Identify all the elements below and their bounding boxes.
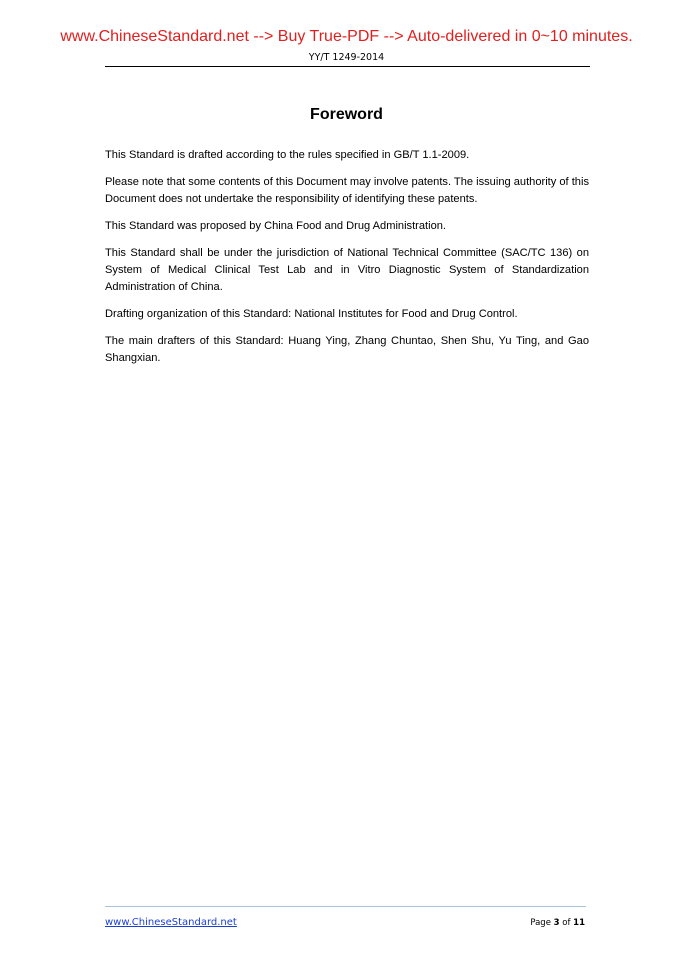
document-code: YY/T 1249-2014 [308, 52, 385, 63]
paragraph-drafting-rules: This Standard is drafted according to the rules specified in GB/T 1.1-2009. [105, 149, 470, 161]
paragraph-drafting-organization: Drafting organization of this Standard: National Institutes for Food and Drug Control. [105, 308, 518, 320]
footer-divider [105, 906, 586, 907]
footer-site-link[interactable]: www.ChineseStandard.net [105, 917, 237, 928]
page-title: Foreword [310, 106, 383, 123]
page-total: 11 [573, 918, 585, 928]
paragraph-patents: Please note that some contents of this Document may involve patents. The issuing authority of this Document does not undertake the responsibility of identifying these patents. [105, 176, 589, 205]
page-indicator [530, 918, 585, 928]
paragraph-proposed-by: This Standard was proposed by China Food and Drug Administration. [105, 220, 447, 232]
page-prefix: Page [530, 918, 551, 928]
page-of: of [562, 918, 571, 928]
purchase-banner[interactable]: www.ChineseStandard.net --> Buy True-PDF --> Auto-delivered in 0~10 minutes. [60, 28, 633, 45]
foreword-body [105, 147, 589, 377]
page-number: 3 [553, 918, 560, 928]
header-divider [105, 66, 590, 67]
paragraph-jurisdiction: This Standard shall be under the jurisdiction of National Technical Committee (SAC/TC 136) on System of Medical Clinical Test Lab and in Vitro Diagnostic System of Standardization Administration of China. [105, 247, 589, 293]
paragraph-drafters: The main drafters of this Standard: Huang Ying, Zhang Chuntao, Shen Shu, Yu Ting, and Gao Shangxian. [105, 335, 589, 364]
